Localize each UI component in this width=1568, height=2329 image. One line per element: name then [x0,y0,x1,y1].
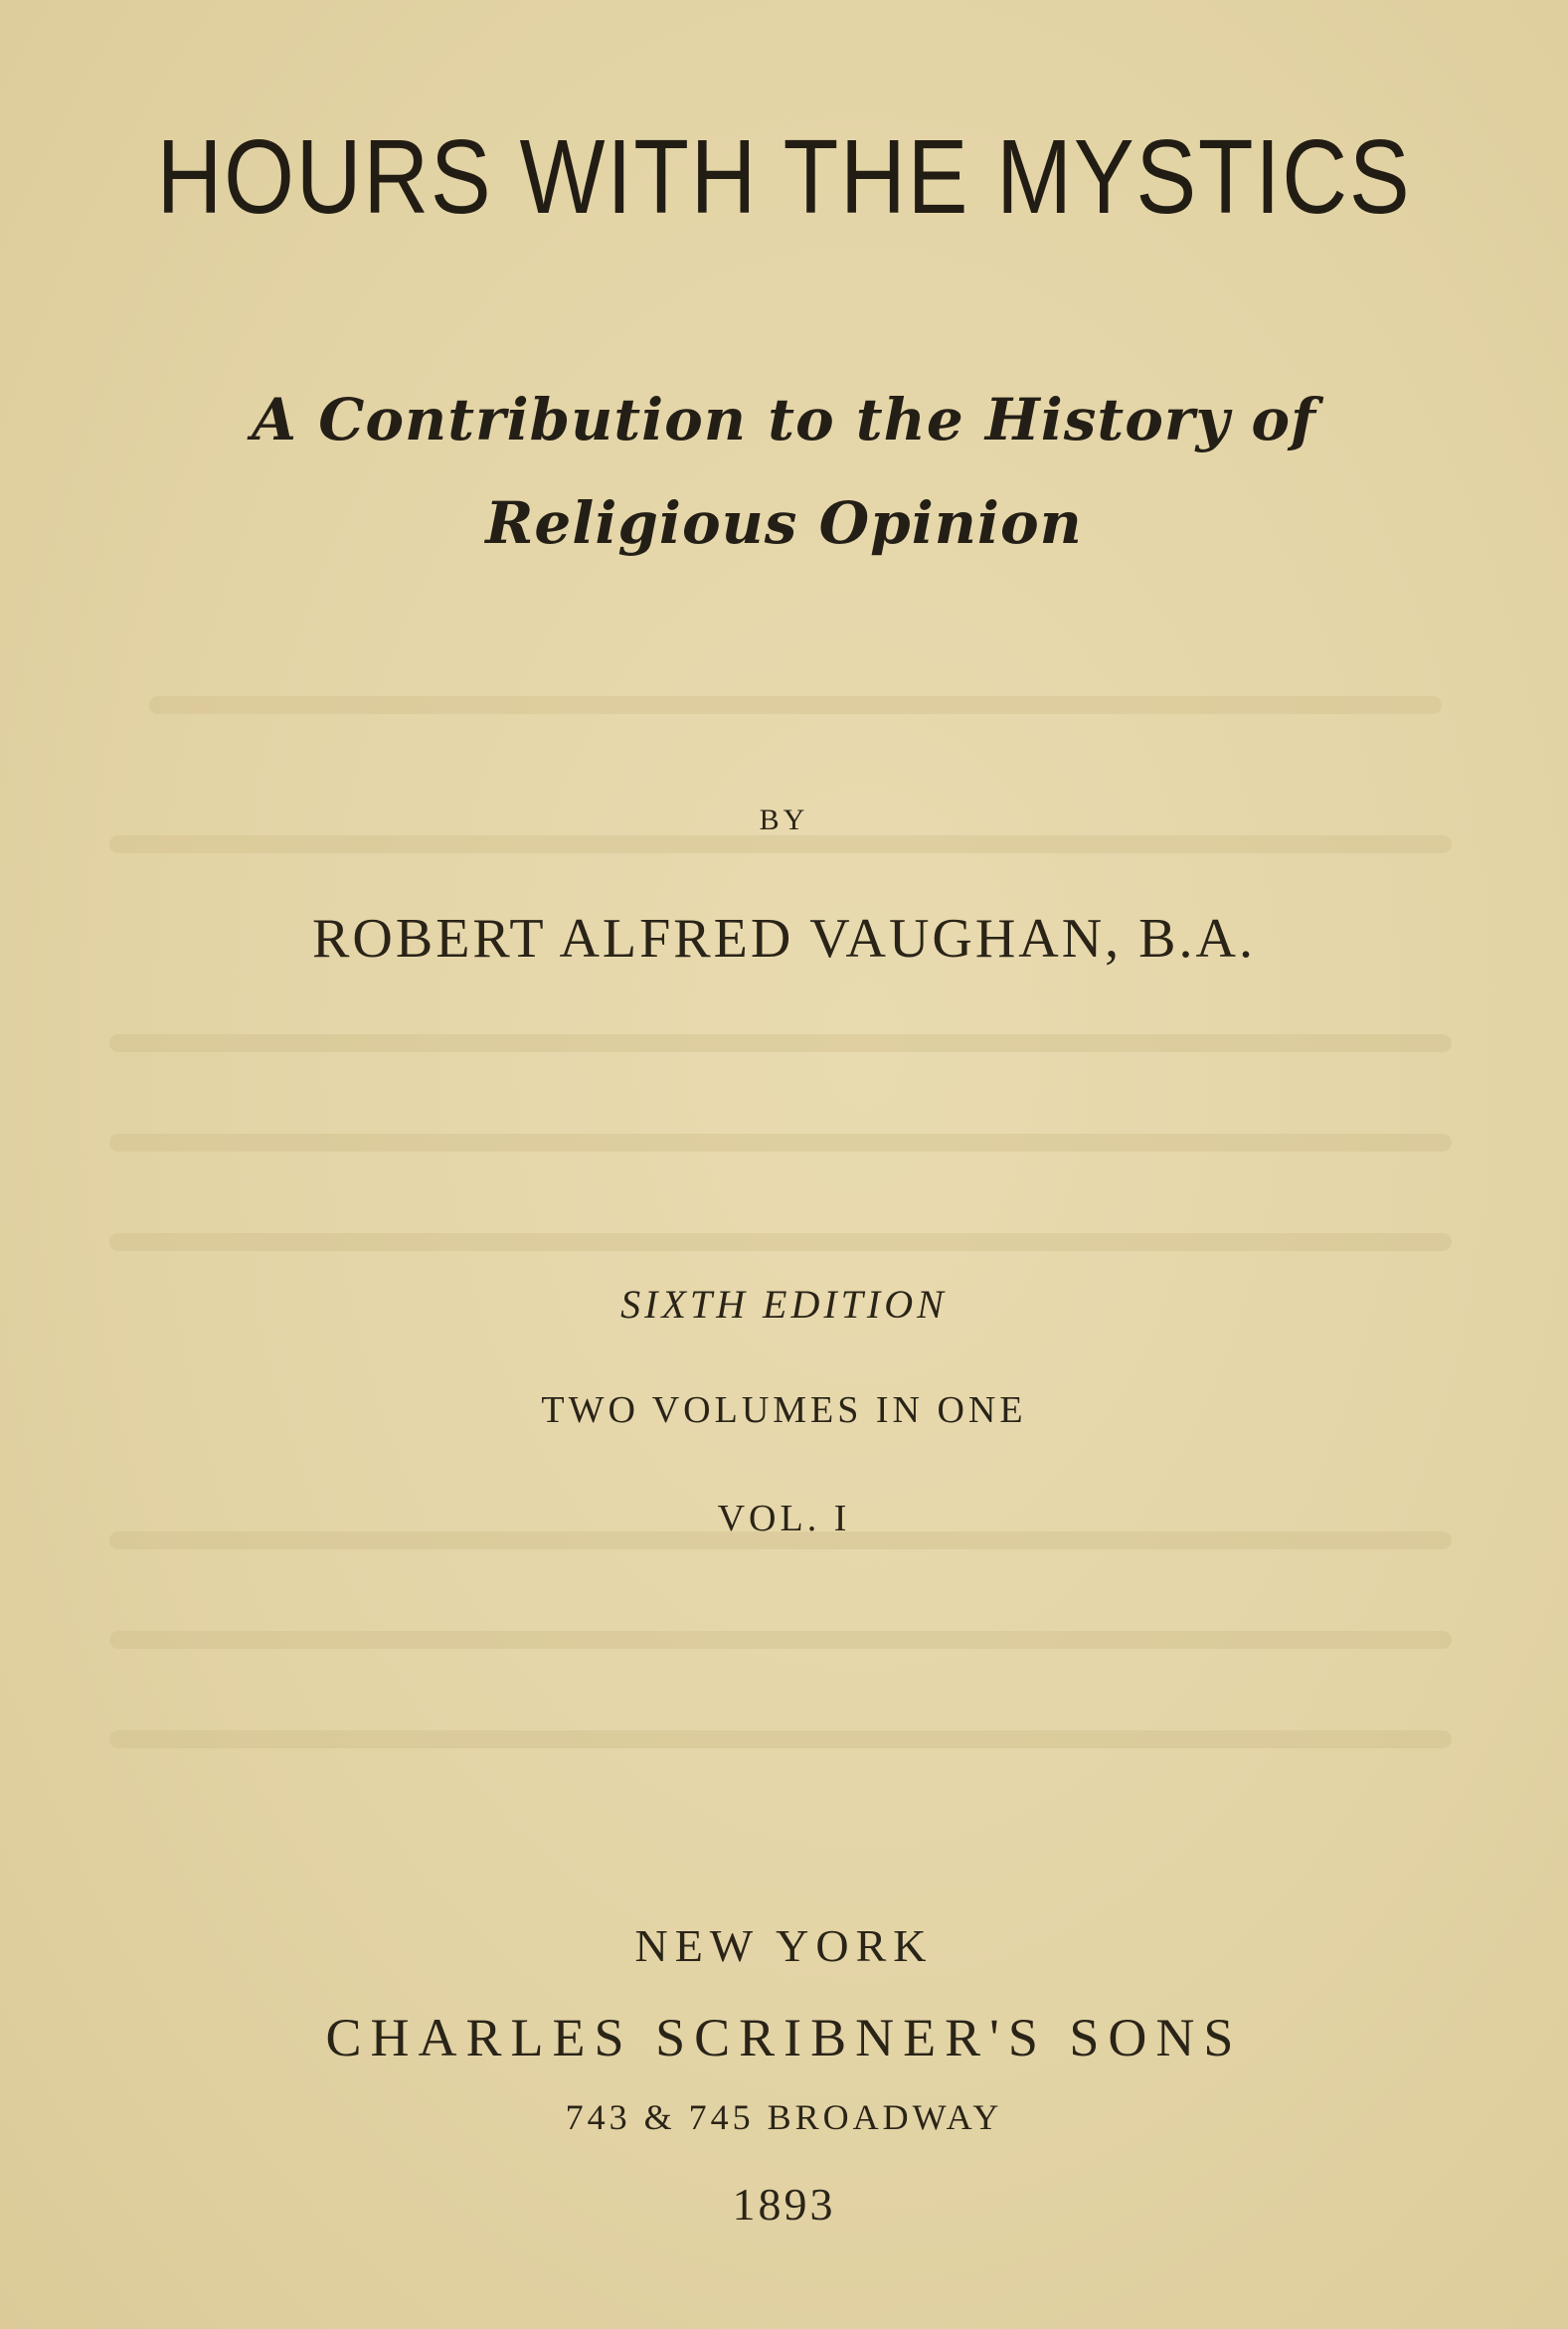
publisher-address: 743 & 745 BROADWAY [565,2097,1003,2137]
publisher-name: CHARLES SCRIBNER'S SONS [325,2008,1243,2067]
by-label: BY [759,804,809,836]
volumes-label: TWO VOLUMES IN ONE [541,1389,1027,1431]
subtitle-line-2: Religious Opinion [485,489,1083,557]
volume-number: VOL. I [717,1498,851,1539]
author-name: ROBERT ALFRED VAUGHAN, B.A. [312,908,1256,970]
edition-label: SIXTH EDITION [620,1282,948,1327]
publication-year: 1893 [732,2179,836,2230]
subtitle-line-1: A Contribution to the History of [252,386,1316,453]
publisher-city: NEW YORK [634,1920,934,1971]
book-title: HOURS WITH THE MYSTICS [156,118,1412,236]
